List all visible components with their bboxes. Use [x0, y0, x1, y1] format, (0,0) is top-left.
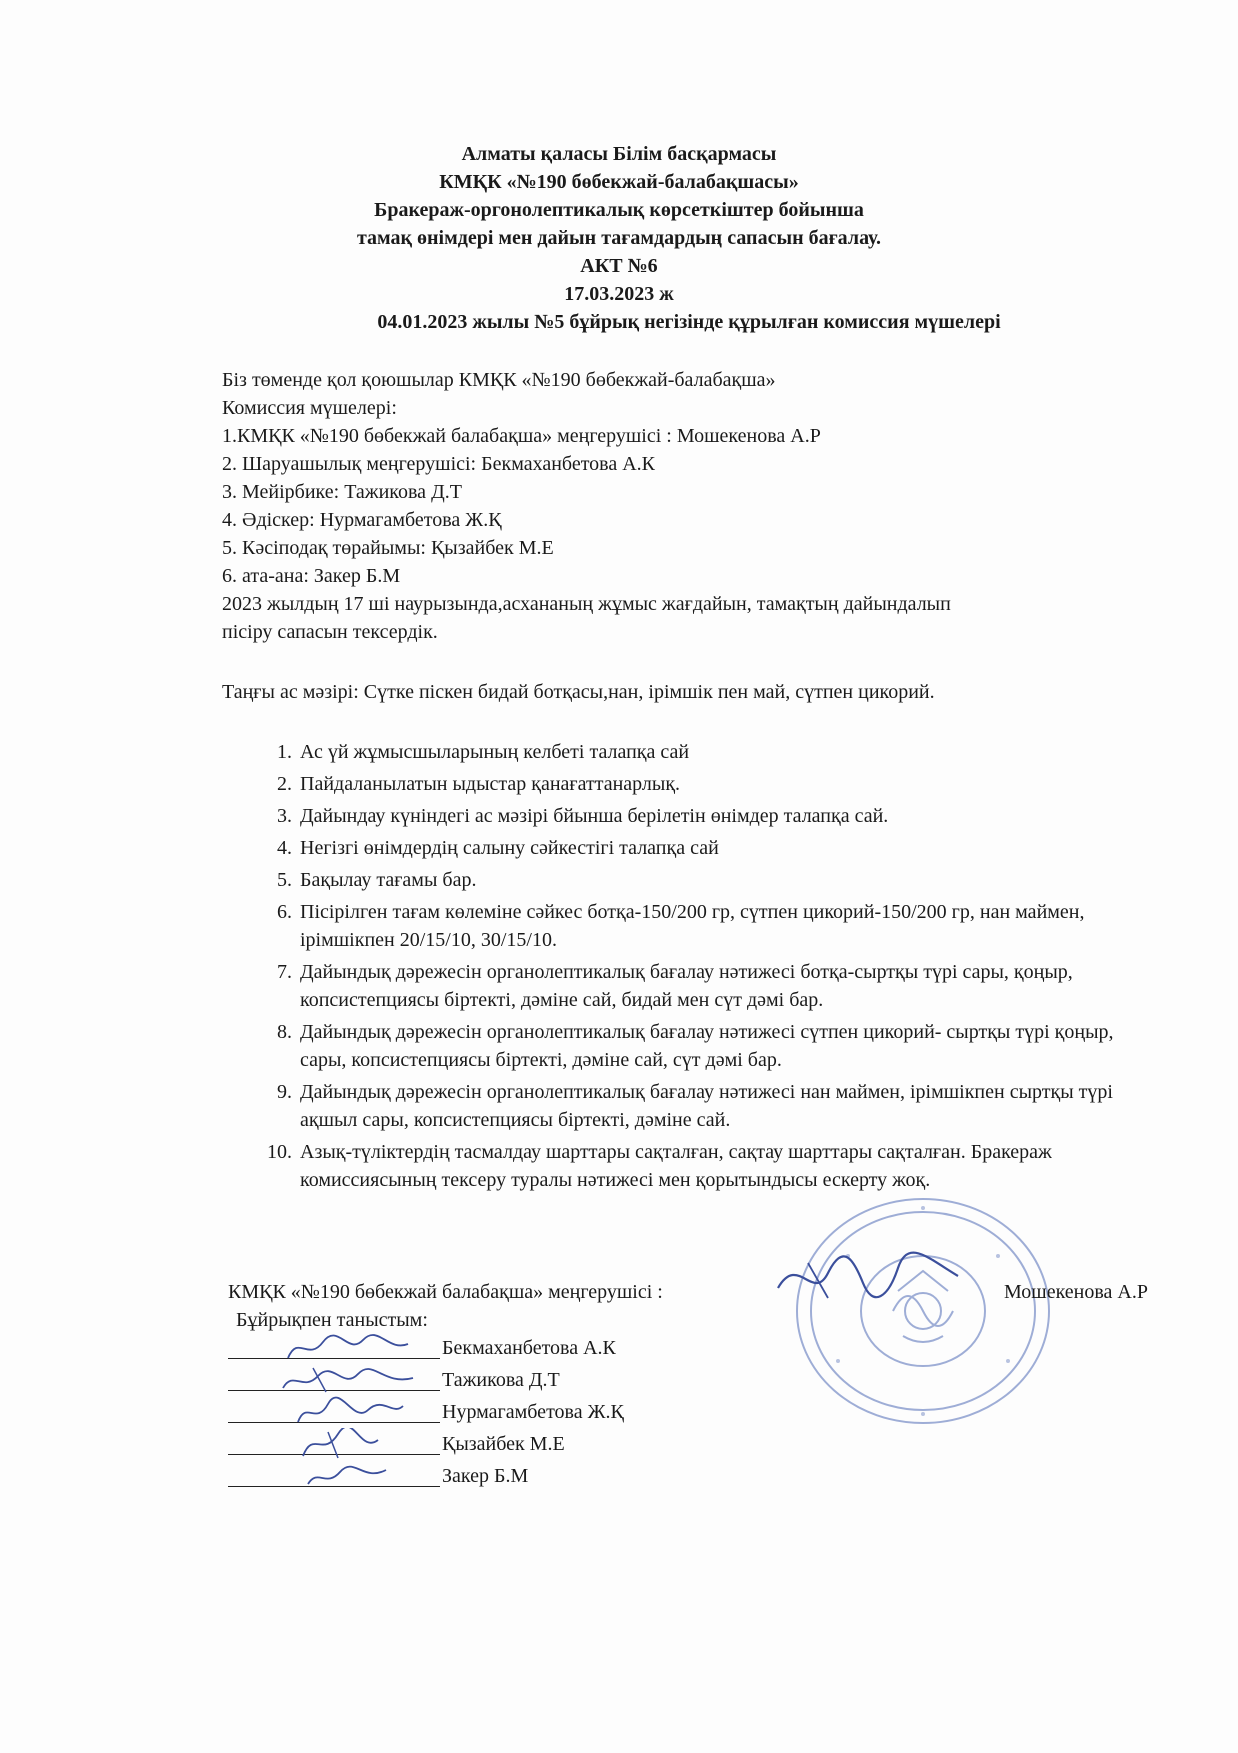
director-line: [228, 1278, 1148, 1306]
member-item: 1.КМҚК «№190 бөбекжай балабақша» меңгерушісі : Мошекенова А.Р: [222, 425, 821, 447]
list-item-text: Пісірілген тағам көлеміне сәйкес ботқа-150/200 гр, сүтпен цикорий-150/200 гр, нан маймен, ірімшікпен 20/15/10, 30/15/10.: [300, 901, 1085, 951]
act-date: 17.03.2023 ж: [564, 283, 674, 305]
intro-section: [222, 366, 1152, 706]
list-item: [262, 1078, 1162, 1134]
header-department: Алматы қаласы Білім басқармасы: [461, 143, 777, 165]
signer-name: Тажикова Д.Т: [442, 1369, 560, 1391]
list-item: [262, 738, 1162, 766]
signature-row: [228, 1430, 1148, 1462]
list-item: [262, 958, 1162, 1014]
handwritten-signature-icon: [268, 1396, 418, 1428]
handwritten-signature-icon: [268, 1332, 418, 1364]
member-item: 4. Әдіскер: Нурмагамбетова Ж.Қ: [222, 509, 502, 531]
signer-name: Қызайбек М.Е: [442, 1433, 565, 1455]
header-subject-2: тамақ өнімдері мен дайын тағамдардың сапасын бағалау.: [356, 227, 882, 249]
list-item-text: Дайындық дәрежесін органолептикалық бағалау нәтижесі ботқа-сыртқы түрі сары, қоңыр, копсистепциясы біртекті, дәміне сай, бидай мен сүт дәмі бар.: [300, 961, 1073, 1011]
signature-row: [228, 1366, 1148, 1398]
list-item-text: Бақылау тағамы бар.: [300, 869, 477, 891]
director-label: КМҚК «№190 бөбекжай балабақша» меңгерушісі :: [228, 1281, 663, 1303]
signer-name: Нурмагамбетова Ж.Қ: [442, 1401, 624, 1423]
list-item-number: 9.: [277, 1081, 292, 1103]
list-item-number: 1.: [277, 741, 292, 763]
inspection-statement-cont: пісіру сапасын тексердік.: [222, 621, 438, 643]
handwritten-signature-icon: [268, 1428, 418, 1460]
signer-name: Бекмаханбетова А.К: [442, 1337, 616, 1359]
signature-row: [228, 1334, 1148, 1366]
list-item-text: Пайдаланылатын ыдыстар қанағаттанарлық.: [300, 773, 681, 795]
breakfast-menu: Таңғы ас мәзірі: Сүтке піскен бидай ботқасы,нан, ірімшік пен май, сүтпен цикорий.: [222, 681, 935, 703]
list-item: [262, 1018, 1162, 1074]
commission-basis: 04.01.2023 жылы №5 бұйрық негізінде құрылған комиссия мүшелері: [377, 311, 1001, 333]
list-item-number: 6.: [277, 901, 292, 923]
intro-line: Біз төменде қол қоюшылар КМҚК «№190 бөбекжай-балабақша»: [222, 369, 776, 391]
commission-members-heading: Комиссия мүшелері:: [222, 397, 397, 419]
signature-section: [228, 1278, 1148, 1494]
list-item: [262, 898, 1162, 954]
handwritten-signature-icon: [268, 1364, 418, 1396]
list-item: [262, 802, 1162, 830]
list-item-text: Негізгі өнімдердің салыну сәйкестігі талапқа сай: [300, 837, 719, 859]
list-item-number: 3.: [277, 805, 292, 827]
spacer: [222, 646, 1152, 674]
list-item-text: Ас үй жұмысшыларының келбеті талапқа сай: [300, 741, 690, 763]
list-item-number: 4.: [277, 837, 292, 859]
list-item: [262, 770, 1162, 798]
findings-list: [262, 738, 1162, 1198]
handwritten-signature-icon: [268, 1460, 418, 1492]
signature-row: [228, 1462, 1148, 1494]
member-item: 3. Мейірбике: Тажикова Д.Т: [222, 481, 462, 503]
act-number: АКТ №6: [580, 255, 658, 277]
list-item-text: Дайындық дәрежесін органолептикалық бағалау нәтижесі нан маймен, ірімшікпен сыртқы түрі ақшыл сары, копсистепциясы біртекті, дәміне сай.: [300, 1081, 1113, 1131]
list-item: [262, 866, 1162, 894]
list-item-number: 8.: [277, 1021, 292, 1043]
list-item-number: 7.: [277, 961, 292, 983]
header-organization: КМҚК «№190 бөбекжай-балабақшасы»: [439, 171, 799, 193]
member-item: 5. Кәсіподақ төрайымы: Қызайбек М.Е: [222, 537, 554, 559]
list-item-text: Азық-түліктердің тасмалдау шарттары сақталған, сақтау шарттары сақталған. Бракераж комиссиясының тексеру туралы нәтижесі мен қорытындысы ескерту жоқ.: [300, 1141, 1052, 1191]
list-item: [262, 834, 1162, 862]
member-item: 2. Шаруашылық меңгерушісі: Бекмаханбетова А.К: [222, 453, 656, 475]
list-item-text: Дайындық дәрежесін органолептикалық бағалау нәтижесі сүтпен цикорий- сыртқы түрі қоңыр, сары, копсистепциясы біртекті, дәміне сай, сүт дәмі бар.: [300, 1021, 1114, 1071]
list-item-number: 2.: [277, 773, 292, 795]
header-subject-1: Бракераж-оргонолептикалық көрсеткіштер бойынша: [374, 199, 864, 221]
document-header: [0, 140, 1238, 336]
signature-row: [228, 1398, 1148, 1430]
member-item: 6. ата-ана: Закер Б.М: [222, 565, 401, 587]
acquainted-label: Бұйрықпен таныстым:: [236, 1309, 428, 1331]
list-item-number: 5.: [277, 869, 292, 891]
director-name: Мошекенова А.Р: [1004, 1281, 1148, 1303]
signer-name: Закер Б.М: [442, 1465, 529, 1487]
list-item-text: Дайындау күніндегі ас мәзірі бйынша берілетін өнімдер талапқа сай.: [300, 805, 889, 827]
inspection-statement: 2023 жылдың 17 ші наурызында,асхананың жұмыс жағдайын, тамақтың дайындалып: [222, 593, 951, 615]
list-item-number: 10.: [267, 1141, 292, 1163]
